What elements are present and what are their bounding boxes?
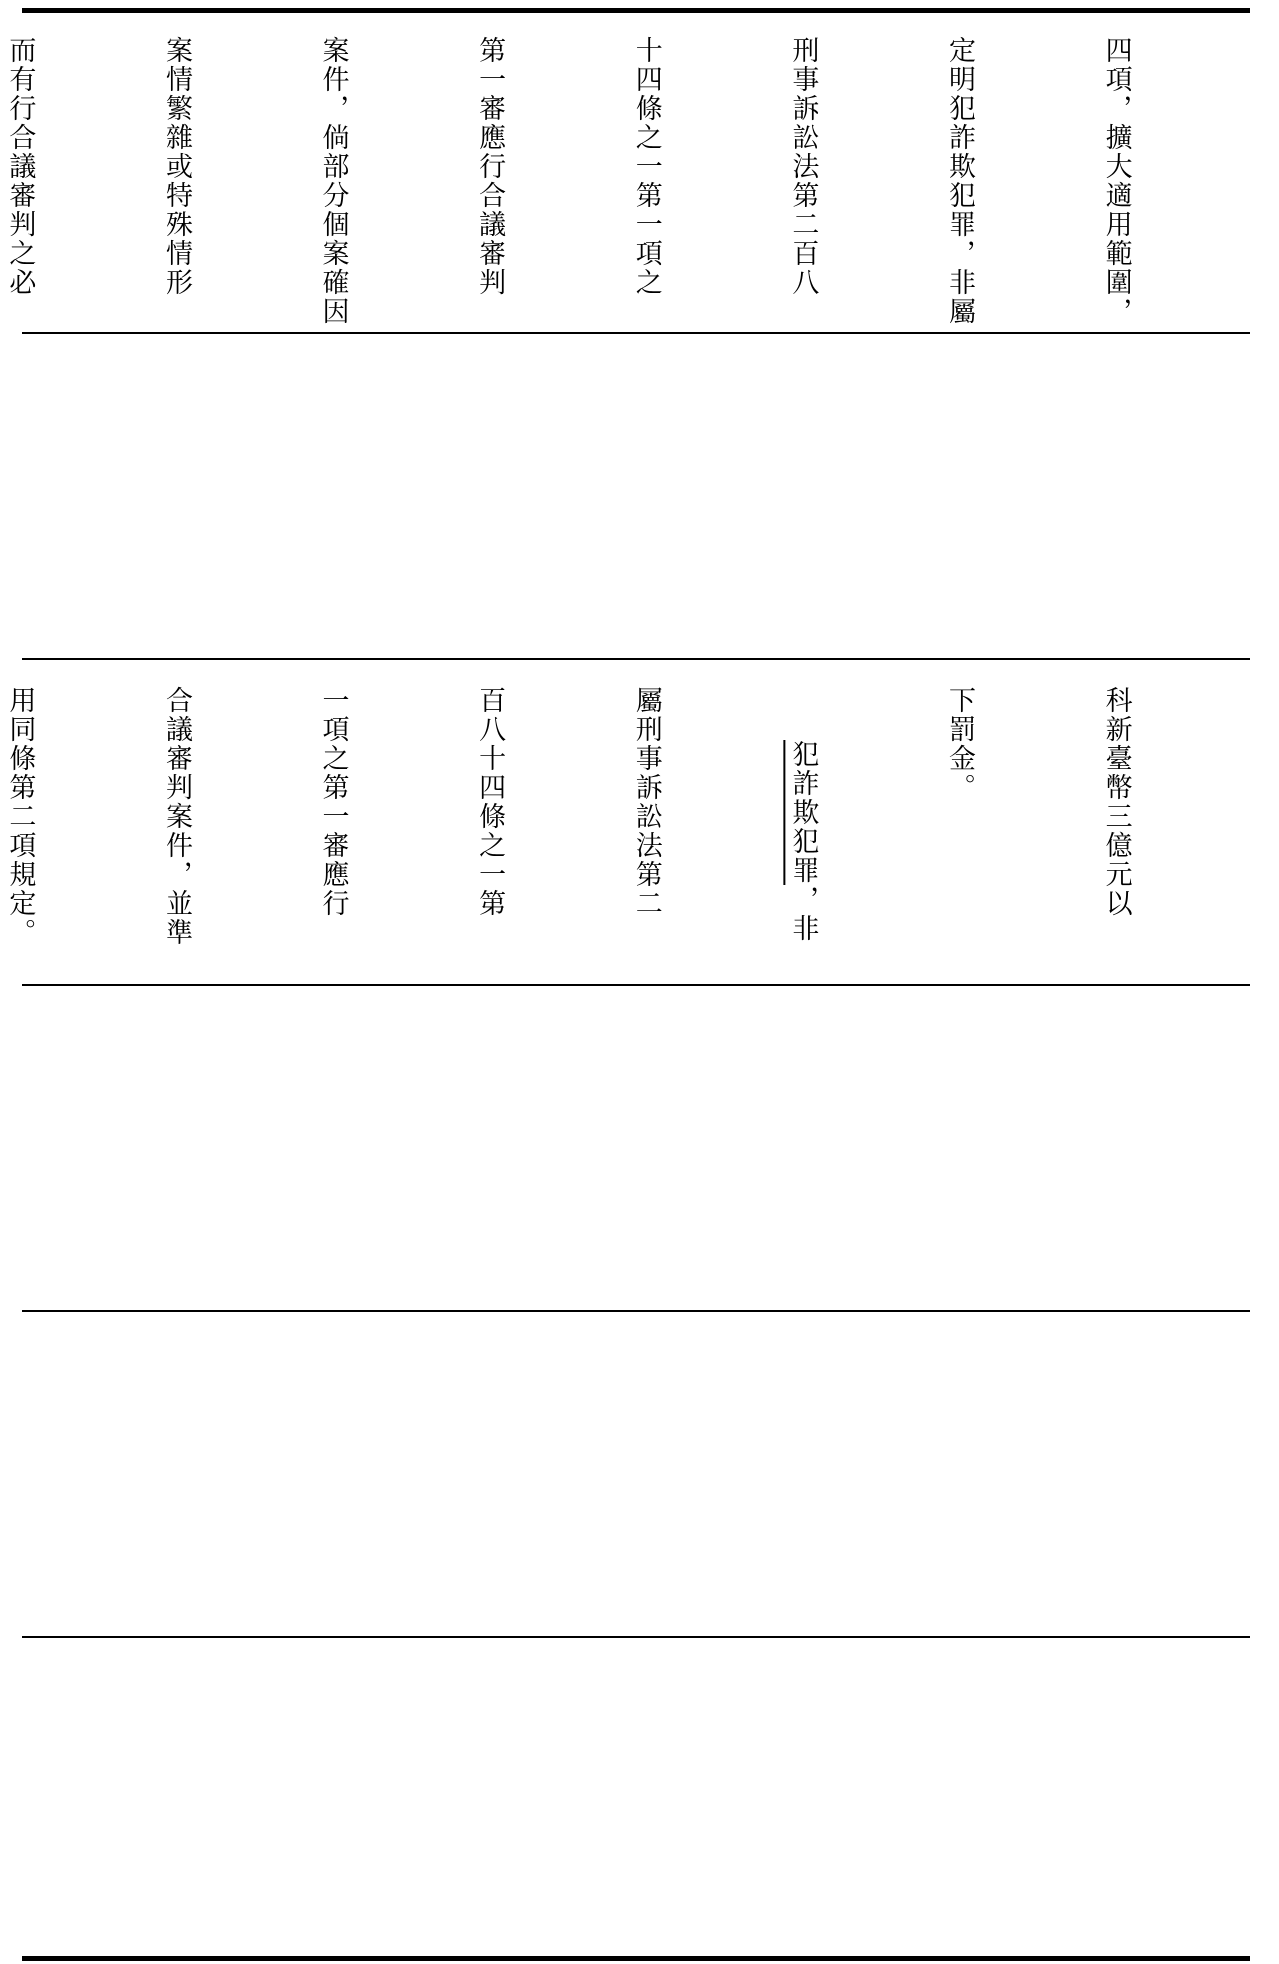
text-line: [776, 686, 828, 986]
text-line: 案情繁雜或特殊情形: [160, 36, 192, 297]
text-line: 下罰金。: [943, 686, 975, 802]
text-line: 四項，擴大適用範圍，: [1100, 36, 1132, 326]
top-border-rule: [22, 8, 1250, 13]
text-line: 屬刑事訴訟法第二: [630, 686, 662, 918]
text-line: 百八十四條之一第: [474, 686, 506, 918]
text-line: 定明犯詐欺犯罪，非屬: [943, 36, 975, 326]
row-divider-2: [22, 658, 1250, 660]
text-fragment: ，非: [787, 885, 819, 943]
text-line: 合議審判案件，並準: [160, 686, 192, 947]
explanation-text: [0, 36, 1246, 336]
explanation-panel: [4, 14, 1250, 334]
bottom-border-rule: [22, 1956, 1250, 1961]
underlined-term: 犯詐欺犯罪: [787, 740, 819, 885]
row-divider-5: [22, 1636, 1250, 1638]
text-line: 一項之第一審應行: [317, 686, 349, 918]
proposal-text: [0, 686, 1246, 986]
text-line: 案件，倘部分個案確因: [317, 36, 349, 326]
text-line: 用同條第二項規定。: [4, 686, 36, 947]
empty-row-3: [22, 1642, 1250, 1954]
text-line: 第一審應行合議審判: [474, 36, 506, 297]
text-line: 十四條之一第一項之: [630, 36, 662, 297]
row-divider-4: [22, 1310, 1250, 1312]
text-line: 刑事訴訟法第二百八: [787, 36, 819, 297]
empty-row-1: [22, 990, 1250, 1308]
text-line: 而有行合議審判之必: [4, 36, 36, 297]
proposal-panel: [4, 664, 1250, 984]
empty-row-2: [22, 1316, 1250, 1634]
text-line: 科新臺幣三億元以: [1100, 686, 1132, 918]
